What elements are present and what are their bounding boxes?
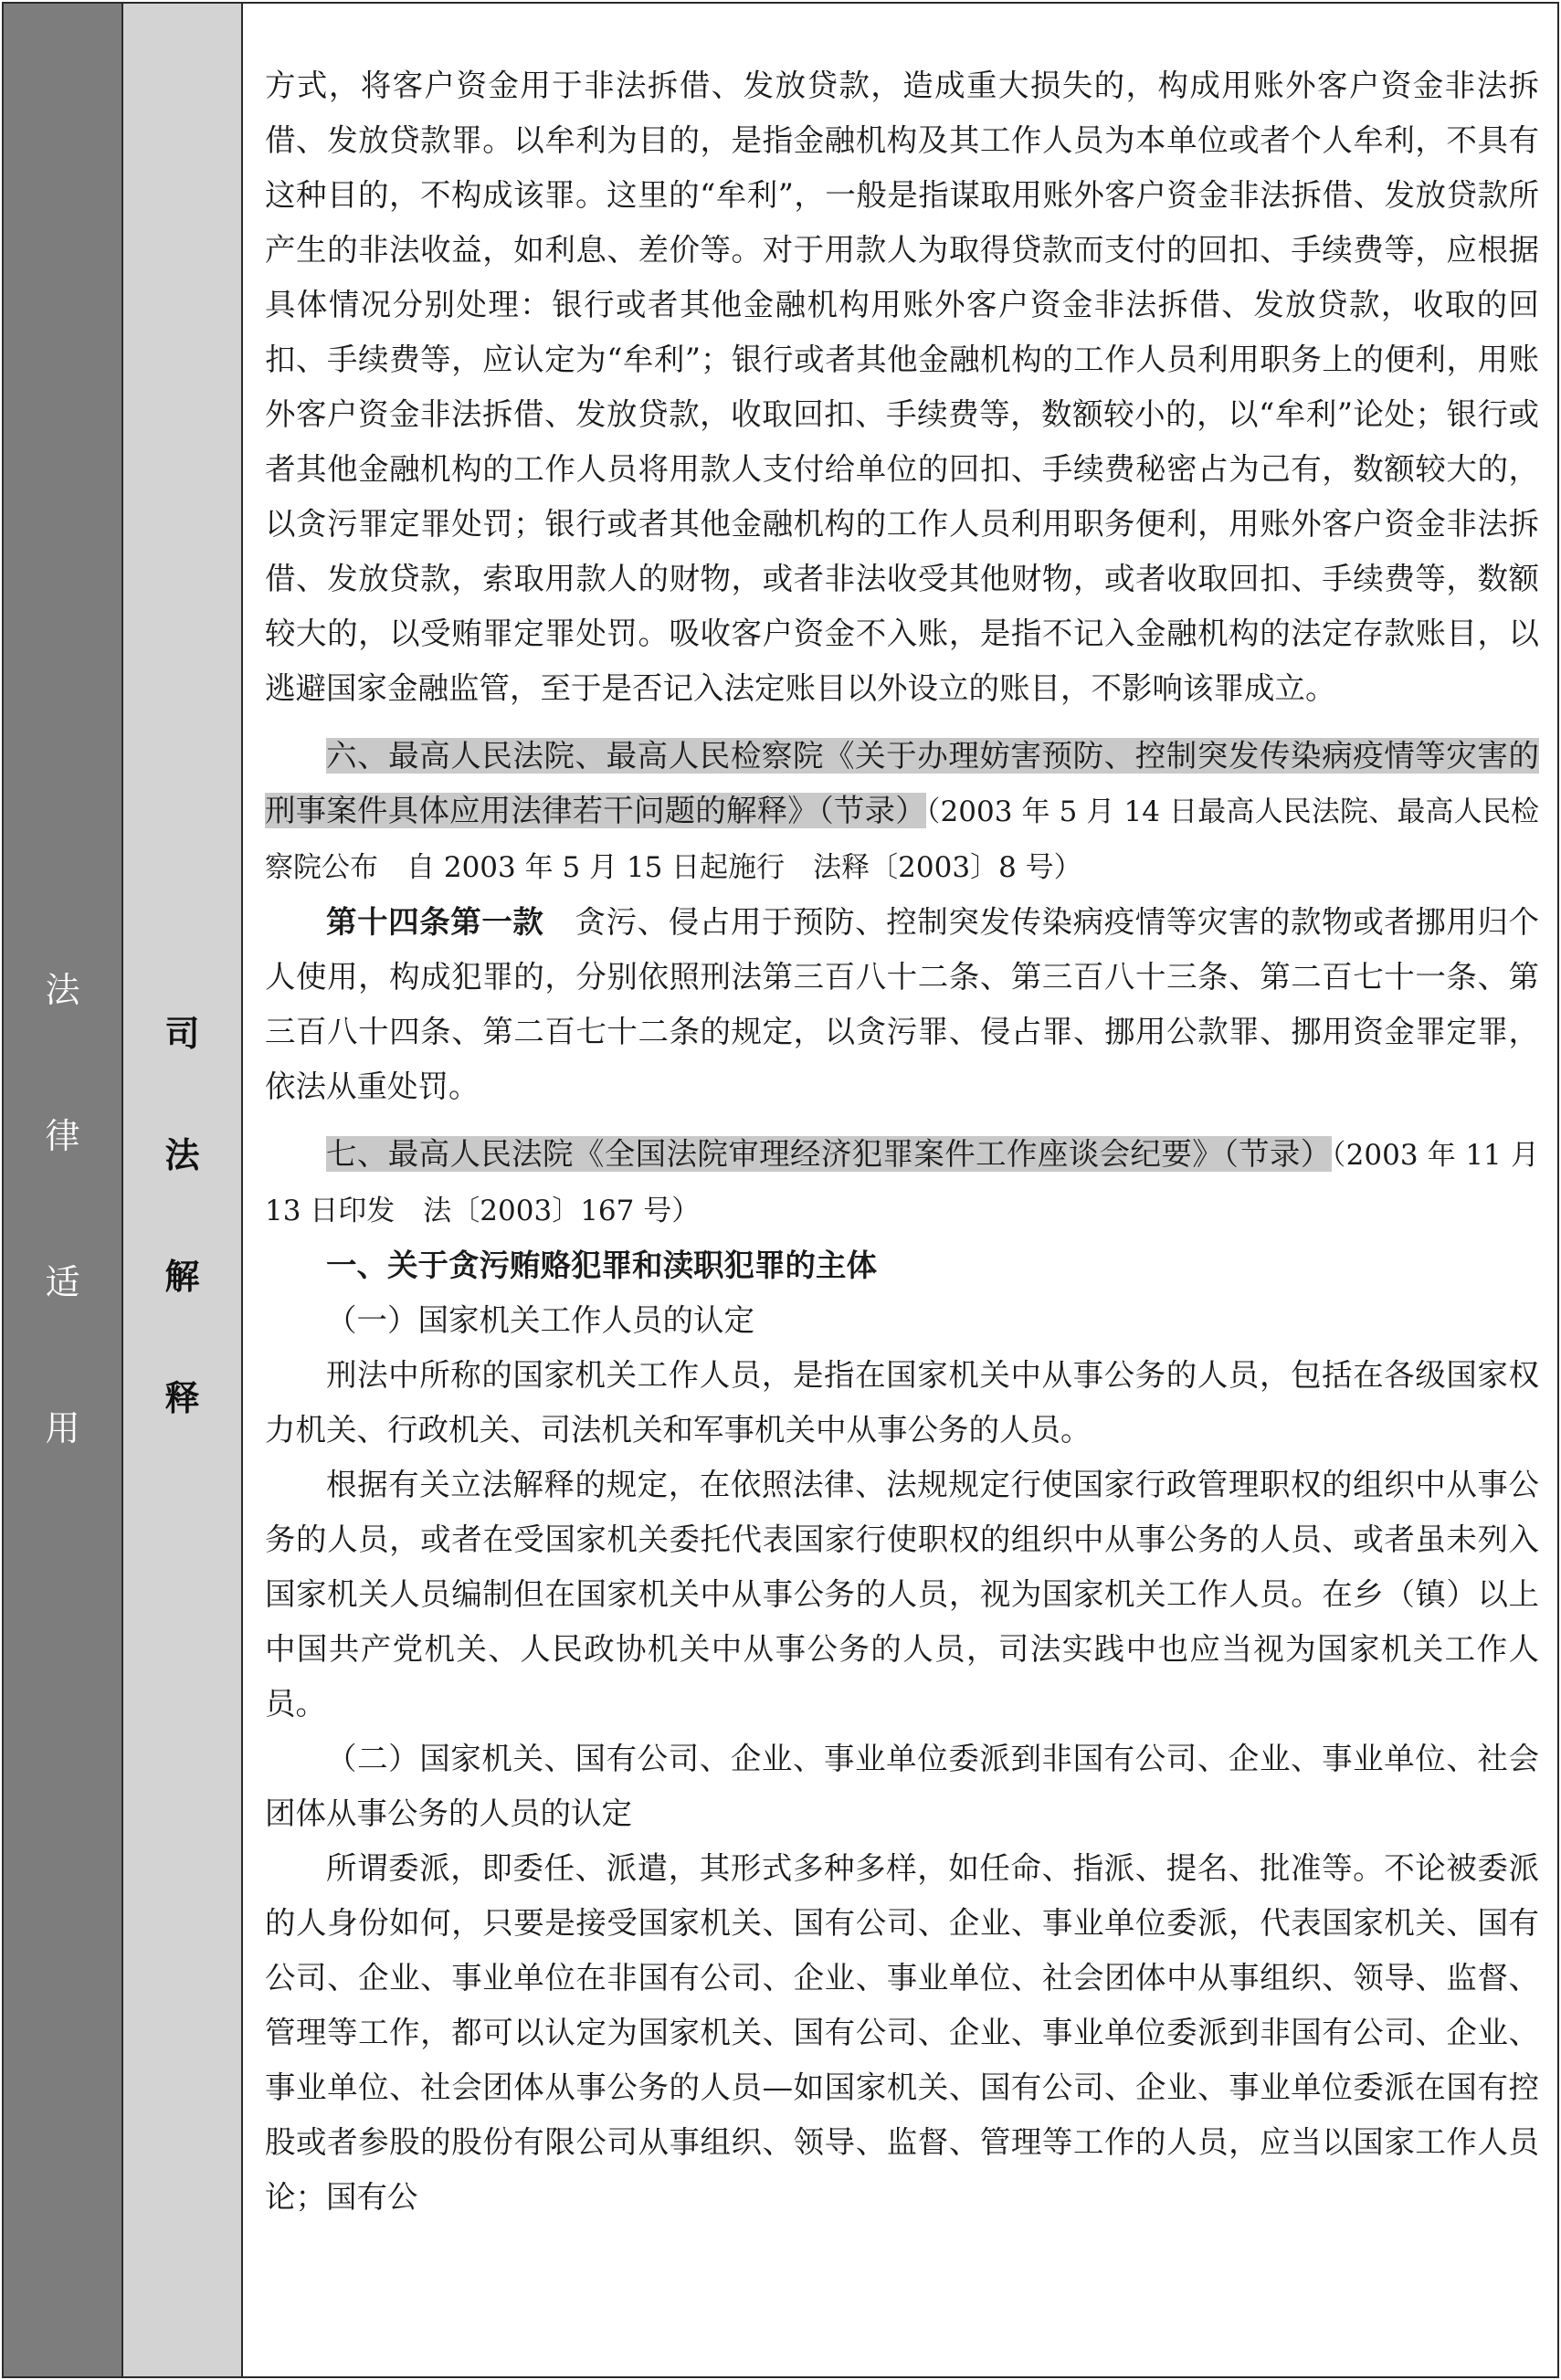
section-six-note: （2003 年 5 月 14 日最高人民法院、最高人民检察院公布 自 2003 年 5 月 15 日起施行 法释〔2003〕8 号） — [265, 795, 1539, 884]
paragraph: 根据有关立法解释的规定，在依照法律、法规规定行使国家行政管理职权的组织中从事公务的人员，或者在受国家机关委托代表国家行使职权的组织中从事公务的人员、或者虽未列入国家机关人员编制但在国家机关中从事公务的人员，视为国家机关工作人员。在乡（镇）以上中国共产党机关、人民政协机关中从事公务的人员，司法实践中也应当视为国家机关工作人员。 — [265, 1467, 1539, 1722]
subsection-title: （一）国家机关工作人员的认定 — [326, 1302, 754, 1338]
content-column — [243, 4, 1557, 2376]
subsection-heading: 一、关于贪污贿赂犯罪和渎职犯罪的主体 — [326, 1248, 877, 1283]
inner-label-char: 法 — [164, 1135, 200, 1175]
outer-label-char: 律 — [45, 1116, 80, 1156]
section-seven-heading — [265, 1127, 1539, 1238]
article-label: 第十四条第一款 — [326, 904, 544, 940]
section-seven-note: （2003 年 11 月 13 日印发 法〔2003〕167 号） — [265, 1139, 1540, 1227]
inner-category-column — [123, 4, 243, 2376]
outer-category-column — [4, 4, 123, 2376]
inner-label-char: 司 — [164, 1014, 200, 1054]
paragraph: 方式，将客户资金用于非法拆借、发放贷款，造成重大损失的，构成用账外客户资金非法拆借、发放贷款罪。以牟利为目的，是指金融机构及其工作人员为本单位或者个人牟利，不具有这种目的，不构成该罪。这里的“牟利”，一般是指谋取用账外客户资金非法拆借、发放贷款所产生的非法收益，如利息、差价等。对于用款人为取得贷款而支付的回扣、手续费等，应根据具体情况分别处理：银行或者其他金融机构用账外客户资金非法拆借、发放贷款，收取的回扣、手续费等，应认定为“牟利”；银行或者其他金融机构的工作人员利用职务上的便利，用账外客户资金非法拆借、发放贷款，收取回扣、手续费等，数额较小的，以“牟利”论处；银行或者其他金融机构的工作人员将用款人支付给单位的回扣、手续费秘密占为己有，数额较大的，以贪污罪定罪处罚；银行或者其他金融机构的工作人员利用职务便利，用账外客户资金非法拆借、发放贷款，索取用款人的财物，或者非法收受其他财物，或者收取回扣、手续费等，数额较大的，以受贿罪定罪处罚。吸收客户资金不入账，是指不记入金融机构的法定存款账目，以逃避国家金融监管，至于是否记入法定账目以外设立的账目，不影响该罪成立。 — [265, 68, 1539, 706]
inner-category-label — [123, 974, 241, 1459]
article-text: 贪污、侵占用于预防、控制突发传染病疫情等灾害的款物或者挪用归个人使用，构成犯罪的，分别依照刑法第三百八十二条、第三百八十三条、第二百七十一条、第三百八十四条、第二百七十二条的规定，以贪污罪、侵占罪、挪用公款罪、挪用资金罪定罪，依法从重处罚。 — [265, 904, 1540, 1104]
outer-label-char: 用 — [45, 1408, 80, 1448]
section-seven-title: 七、最高人民法院《全国法院审理经济犯罪案件工作座谈会纪要》（节录） — [326, 1136, 1332, 1172]
subsection-title: （二）国家机关、国有公司、企业、事业单位委派到非国有公司、企业、事业单位、社会团体从事公务的人员的认定 — [265, 1741, 1539, 1831]
paragraph: 所谓委派，即委任、派遣，其形式多种多样，如任命、指派、提名、批准等。不论被委派的人身份如何，只要是接受国家机关、国有公司、企业、事业单位委派，代表国家机关、国有公司、企业、事业单位在非国有公司、企业、事业单位、社会团体中从事组织、领导、监督、管理等工作，都可以认定为国家机关、国有公司、企业、事业单位委派到非国有公司、企业、事业单位、社会团体从事公务的人员—如国家机关、国有公司、企业、事业单位委派在国有控股或者参股的股份有限公司从事组织、领导、监督、管理等工作的人员，应当以国家工作人员论；国有公 — [265, 1850, 1539, 2215]
outer-label-char: 法 — [45, 970, 80, 1010]
article-paragraph — [265, 895, 1539, 1114]
outer-label-char: 适 — [45, 1262, 80, 1302]
outer-category-label — [4, 917, 121, 1501]
section-six-heading — [265, 729, 1539, 895]
inner-label-char: 解 — [164, 1257, 200, 1297]
inner-label-char: 释 — [164, 1378, 200, 1418]
content-body — [265, 58, 1539, 2225]
paragraph: 刑法中所称的国家机关工作人员，是指在国家机关中从事公务的人员，包括在各级国家权力机关、行政机关、司法机关和军事机关中从事公务的人员。 — [265, 1357, 1539, 1448]
page-table — [2, 2, 1559, 2378]
section-six-title: 六、最高人民法院、最高人民检察院《关于办理妨害预防、控制突发传染病疫情等灾害的刑事案件具体应用法律若干问题的解释》（节录） — [265, 738, 1539, 828]
